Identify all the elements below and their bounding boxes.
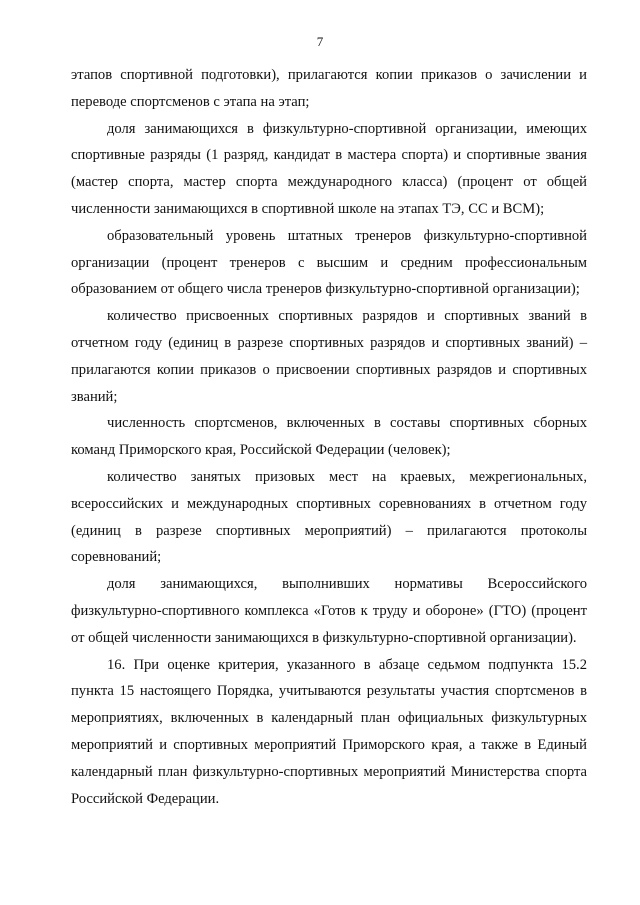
paragraph-prize-places: количество занятых призовых мест на краевых, межрегиональных, всероссийских и международных спортивных соревнованиях в отчетном году (единиц в разрезе спортивных мероприятий) – прилагаются протоколы соревнований; (71, 468, 587, 566)
paragraph-athletes-ranks-share: доля занимающихся в физкультурно-спортивной организации, имеющих спортивные разряды (1 разряд, кандидат в мастера спорта) и спортивные звания (мастер спорта, мастер спорта международного класса) (процент от общей численности занимающихся в спортивной школе на этапах ТЭ, СС и ВСМ); (71, 120, 587, 217)
paragraph-coaches-education: образовательный уровень штатных тренеров физкультурно-спортивной организации (процент тренеров с высшим и средним профессиональным образованием от общего числа тренеров физкультурно-спортивной организации); (71, 227, 587, 298)
page-number: 7 (316, 34, 324, 49)
paragraph-continuation: этапов спортивной подготовки), прилагаются копии приказов о зачислении и переводе спортсменов с этапа на этап; (71, 67, 587, 110)
paragraph-national-team-members: численность спортсменов, включенных в составы спортивных сборных команд Приморского края, Российской Федерации (человек); (71, 415, 587, 459)
paragraph-assigned-ranks: количество присвоенных спортивных разрядов и спортивных званий в отчетном году (единиц в разрезе спортивных разрядов и спортивных званий) – прилагаются копии приказов о присвоении спортивных разрядов и спортивных званий; (71, 308, 587, 405)
paragraph-section-16: 16. При оценке критерия, указанного в абзаце седьмом подпункта 15.2 пункта 15 настоящего Порядка, учитываются результаты участия спортсменов в мероприятиях, включенных в календарный план официальных физкультурных мероприятий и спортивных мероприятий Приморского края, а также в Единый календарный план физкультурно-спортивных мероприятий Министерства спорта Российской Федерации. (71, 656, 587, 807)
paragraph-gto-norms: доля занимающихся, выполнивших нормативы Всероссийского физкультурно-спортивного комплекса «Готов к труду и обороне» (ГТО) (процент от общей численности занимающихся в физкультурно-спортивной организации). (71, 576, 587, 646)
document-body (71, 62, 587, 812)
